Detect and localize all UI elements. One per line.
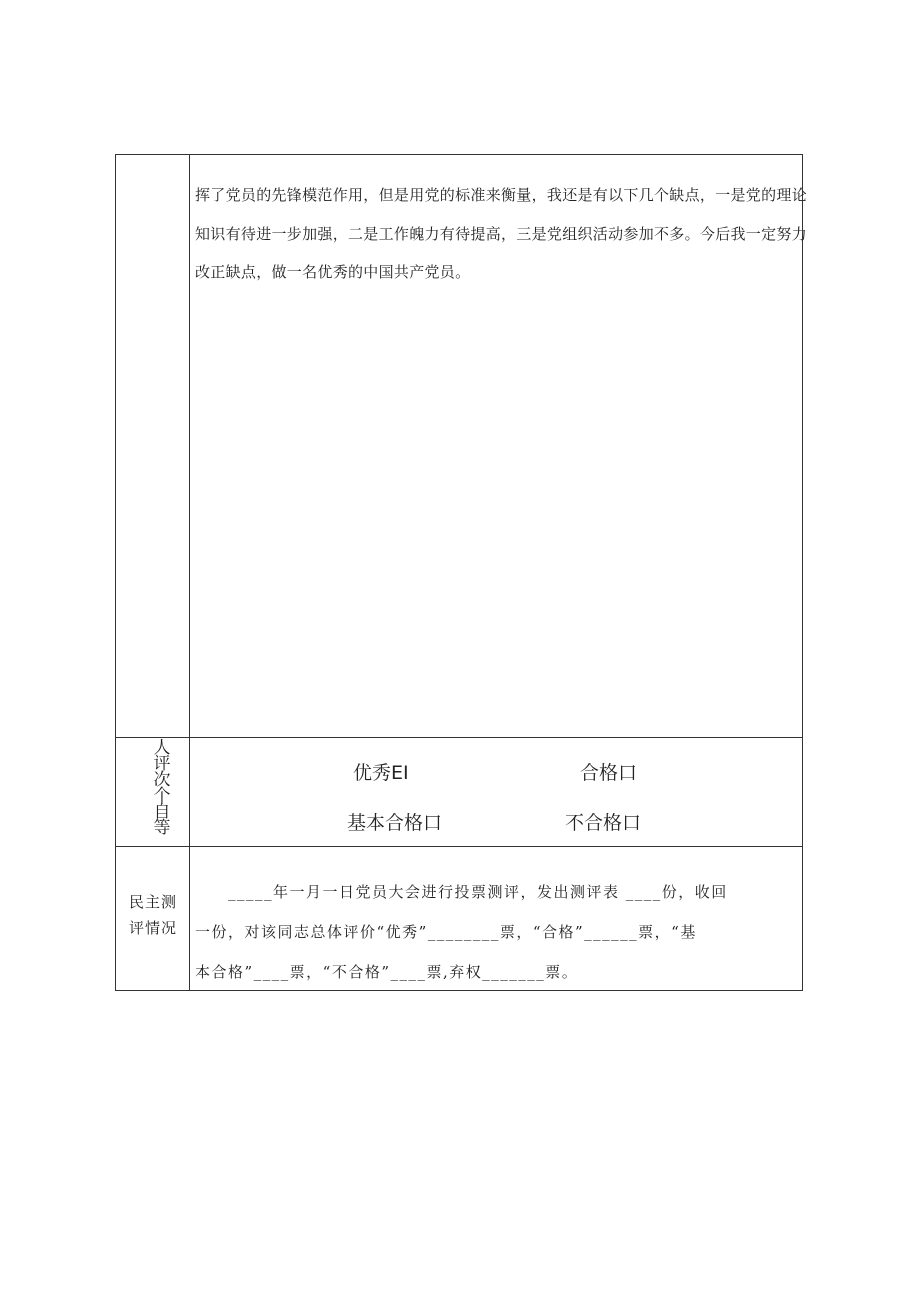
self-evaluation-line: 挥了党员的先锋模范作用，但是用党的标准来衡量，我还是有以下几个缺点，一是党的理论 bbox=[195, 186, 808, 204]
self-evaluation-line: 知识有待进一步加强，二是工作魄力有待提高，三是党组织活动参加不多。今后我一定努力 bbox=[195, 224, 808, 243]
label-char: 人 bbox=[153, 738, 171, 758]
label-char: 等 bbox=[153, 818, 171, 838]
personal-grade-label-cell bbox=[116, 738, 190, 846]
self-evaluation-content-cell bbox=[191, 155, 808, 737]
self-evaluation-label-cell bbox=[116, 155, 190, 737]
label-char: 个 bbox=[153, 786, 171, 806]
personal-grade-row bbox=[116, 738, 802, 847]
option-basically-qualified[interactable]: 基本合格口 bbox=[347, 812, 443, 834]
personal-grade-options-cell bbox=[191, 738, 802, 846]
option-excellent[interactable]: 优秀EI bbox=[353, 762, 409, 784]
option-qualified[interactable]: 合格口 bbox=[580, 762, 638, 784]
democratic-evaluation-row bbox=[116, 847, 802, 990]
label-line: 民主测 bbox=[128, 893, 177, 911]
democratic-evaluation-label bbox=[116, 889, 190, 941]
personal-grade-label bbox=[150, 740, 174, 836]
evaluation-form-table bbox=[115, 154, 808, 991]
label-char: 次 bbox=[153, 770, 171, 790]
label-char: 评 bbox=[153, 754, 171, 774]
label-line: 评情况 bbox=[128, 919, 177, 937]
vote-line: _____年一月一日党员大会进行投票测评，发出测评表 ____份，收回 bbox=[195, 883, 728, 901]
vote-line: 一份，对该同志总体评价“优秀”________票，“合格”______票，“基 bbox=[195, 923, 697, 941]
label-char: 自 bbox=[153, 802, 171, 822]
self-evaluation-line: 改正缺点，做一名优秀的中国共产党员。 bbox=[195, 263, 471, 281]
option-unqualified[interactable]: 不合格口 bbox=[565, 812, 642, 834]
democratic-evaluation-content-cell bbox=[191, 847, 802, 990]
vote-line: 本合格”____票，“不合格”____票,弃权_______票。 bbox=[195, 963, 579, 981]
democratic-evaluation-label-cell bbox=[116, 847, 190, 990]
self-evaluation-row bbox=[116, 155, 808, 738]
self-evaluation-text bbox=[195, 176, 808, 292]
vote-text bbox=[195, 872, 792, 992]
